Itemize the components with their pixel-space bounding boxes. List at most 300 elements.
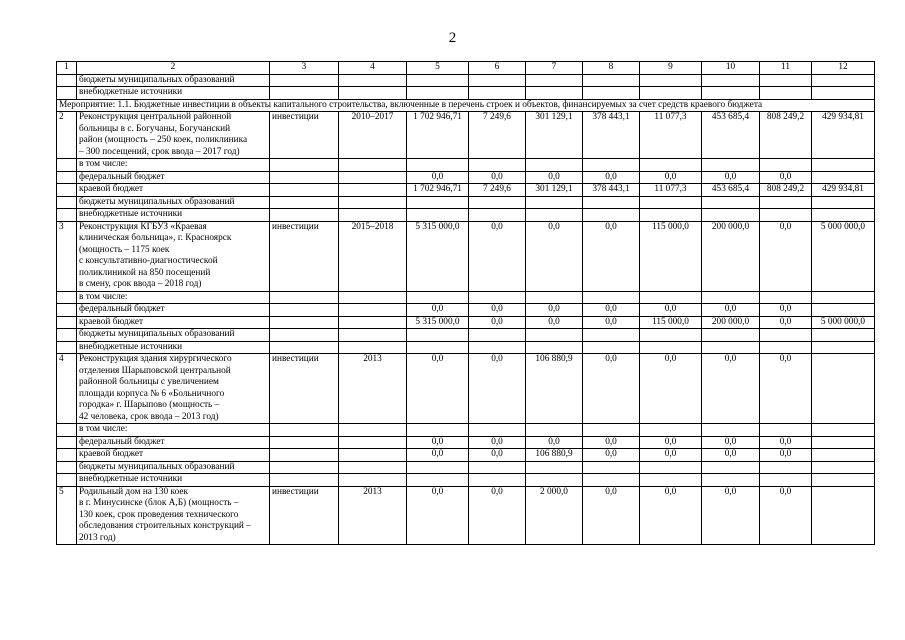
value-cell <box>583 329 640 342</box>
value-cell: 453 685,4 <box>702 112 760 159</box>
column-number-cell: 9 <box>640 62 702 75</box>
value-cell: 5 000 000,0 <box>812 221 875 291</box>
row-number-cell <box>57 171 77 184</box>
object-name-line: в смену, срок ввода – 2018 год) <box>79 279 202 289</box>
value-cell <box>640 341 702 354</box>
table-cell <box>339 159 407 172</box>
value-cell <box>640 196 702 209</box>
value-cell <box>526 209 583 222</box>
table-row <box>57 341 875 354</box>
object-name-cell <box>77 221 270 291</box>
value-cell <box>640 424 702 437</box>
object-name-line: Реконструкция КГБУЗ «Краевая <box>79 221 207 232</box>
value-cell: 0,0 <box>583 449 640 462</box>
row-number-cell <box>57 461 77 474</box>
object-name-line: 2013 год) <box>79 532 116 543</box>
value-cell <box>339 74 407 87</box>
row-number-cell <box>57 474 77 487</box>
row-number-cell <box>57 209 77 222</box>
table-cell <box>339 209 407 222</box>
value-cell: 106 880,9 <box>526 449 583 462</box>
object-name-line: (мощность – 1175 коек <box>79 244 170 255</box>
table-row <box>57 461 875 474</box>
value-cell: 0,0 <box>469 221 526 291</box>
value-cell: 0,0 <box>702 171 760 184</box>
value-cell: 0,0 <box>640 486 702 545</box>
value-cell <box>760 196 812 209</box>
table-cell <box>339 184 407 197</box>
value-cell: 200 000,0 <box>702 221 760 291</box>
value-cell <box>812 304 875 317</box>
table-row <box>57 221 875 291</box>
value-cell <box>812 341 875 354</box>
row-number-cell <box>57 196 77 209</box>
table-cell <box>270 184 339 197</box>
value-cell <box>812 449 875 462</box>
value-cell <box>812 74 875 87</box>
object-name-line: районной больницы с увеличением <box>79 377 219 387</box>
value-cell <box>760 424 812 437</box>
value-cell <box>339 87 407 100</box>
row-number-cell: 5 <box>57 486 77 545</box>
value-cell: 0,0 <box>583 354 640 424</box>
value-cell <box>812 291 875 304</box>
value-cell <box>702 74 760 87</box>
object-name-line: с консультативно-диагностической <box>79 256 218 266</box>
row-number-cell: 3 <box>57 221 77 291</box>
value-cell <box>583 341 640 354</box>
table-cell <box>339 436 407 449</box>
value-cell: 0,0 <box>760 221 812 291</box>
value-cell <box>640 159 702 172</box>
value-cell <box>702 209 760 222</box>
value-cell <box>526 474 583 487</box>
value-cell <box>469 74 526 87</box>
row-number-cell <box>57 304 77 317</box>
value-cell: 0,0 <box>640 449 702 462</box>
table-cell <box>339 341 407 354</box>
value-cell: 115 000,0 <box>640 221 702 291</box>
table-row <box>57 159 875 172</box>
value-cell <box>640 461 702 474</box>
table-cell <box>270 449 339 462</box>
value-cell: 0,0 <box>407 449 469 462</box>
value-cell <box>640 291 702 304</box>
object-name-line: 130 коек, срок проведения технического <box>79 509 239 520</box>
value-cell: 0,0 <box>526 316 583 329</box>
value-cell: 0,0 <box>702 486 760 545</box>
table-cell <box>339 449 407 462</box>
table-cell <box>270 436 339 449</box>
table-row <box>57 291 875 304</box>
value-cell: 0,0 <box>640 171 702 184</box>
value-cell <box>407 209 469 222</box>
table-cell <box>270 159 339 172</box>
value-cell <box>702 461 760 474</box>
value-cell: 0,0 <box>702 354 760 424</box>
table-row <box>57 424 875 437</box>
table-cell <box>270 461 339 474</box>
table-row <box>57 486 875 545</box>
value-cell <box>702 87 760 100</box>
value-cell <box>702 424 760 437</box>
value-cell <box>760 291 812 304</box>
row-number-cell <box>57 87 77 100</box>
table-row <box>57 87 875 100</box>
value-cell: 0,0 <box>760 171 812 184</box>
source-label-cell: бюджеты муниципальных образований <box>77 329 270 342</box>
value-cell <box>812 436 875 449</box>
value-cell <box>702 341 760 354</box>
column-number-cell: 11 <box>760 62 812 75</box>
value-cell: 115 000,0 <box>640 316 702 329</box>
object-name-line: 42 человека, срок ввода – 2013 год) <box>79 411 219 422</box>
table-row <box>57 196 875 209</box>
object-name-line: Реконструкция центральной районной <box>79 112 232 122</box>
value-cell <box>812 329 875 342</box>
value-cell <box>407 196 469 209</box>
source-label-cell: краевой бюджет <box>77 316 270 329</box>
value-cell <box>407 461 469 474</box>
row-number-cell: 2 <box>57 112 77 159</box>
table-cell <box>270 74 339 87</box>
value-cell <box>640 74 702 87</box>
value-cell <box>469 329 526 342</box>
table-cell <box>339 291 407 304</box>
row-number-cell <box>57 291 77 304</box>
source-label-cell: федеральный бюджет <box>77 304 270 317</box>
table-cell <box>270 304 339 317</box>
value-cell <box>760 474 812 487</box>
column-number-cell: 7 <box>526 62 583 75</box>
source-label-cell: бюджеты муниципальных образований <box>77 196 270 209</box>
table-cell <box>339 196 407 209</box>
row-number-cell <box>57 341 77 354</box>
table-row <box>57 316 875 329</box>
row-number-cell <box>57 184 77 197</box>
column-number-cell: 10 <box>702 62 760 75</box>
table-row <box>57 449 875 462</box>
value-cell: 0,0 <box>407 171 469 184</box>
table-row <box>57 171 875 184</box>
expense-type-cell: инвестиции <box>270 221 339 291</box>
value-cell <box>760 87 812 100</box>
table-cell <box>270 291 339 304</box>
object-name-line: район (мощность – 250 коек, поликлиника <box>79 135 248 145</box>
value-cell: 0,0 <box>583 171 640 184</box>
source-label-cell: внебюджетные источники <box>77 341 270 354</box>
value-cell: 808 249,2 <box>760 184 812 197</box>
value-cell <box>640 329 702 342</box>
page-number: 2 <box>448 30 457 46</box>
value-cell: 0,0 <box>407 354 469 424</box>
object-name-cell <box>77 354 270 424</box>
value-cell <box>760 209 812 222</box>
value-cell <box>583 209 640 222</box>
value-cell: 0,0 <box>760 486 812 545</box>
value-cell <box>469 291 526 304</box>
value-cell <box>407 159 469 172</box>
value-cell: 0,0 <box>760 304 812 317</box>
value-cell <box>469 341 526 354</box>
value-cell <box>526 461 583 474</box>
value-cell <box>526 329 583 342</box>
value-cell: 1 702 946,71 <box>407 184 469 197</box>
object-name-line: больницы в с. Богучаны, Богучанский <box>79 123 231 134</box>
value-cell <box>812 171 875 184</box>
value-cell: 0,0 <box>469 354 526 424</box>
source-label-cell: краевой бюджет <box>77 184 270 197</box>
value-cell: 0,0 <box>702 304 760 317</box>
value-cell: 0,0 <box>407 436 469 449</box>
value-cell: 0,0 <box>469 316 526 329</box>
table-row <box>57 112 875 159</box>
value-cell: 106 880,9 <box>526 354 583 424</box>
object-name-line: обследования строительных конструкций – <box>79 521 251 531</box>
value-cell: 808 249,2 <box>760 112 812 159</box>
source-label-cell: внебюджетные источники <box>77 209 270 222</box>
row-number-cell <box>57 424 77 437</box>
value-cell <box>407 341 469 354</box>
value-cell <box>469 159 526 172</box>
value-cell: 0,0 <box>760 354 812 424</box>
value-cell <box>469 474 526 487</box>
row-number-cell <box>57 329 77 342</box>
value-cell: 2 000,0 <box>526 486 583 545</box>
period-cell: 2010–2017 <box>339 112 407 159</box>
value-cell <box>526 291 583 304</box>
value-cell: 0,0 <box>760 449 812 462</box>
value-cell <box>640 209 702 222</box>
table-cell <box>270 316 339 329</box>
table-cell <box>339 329 407 342</box>
value-cell: 0,0 <box>760 436 812 449</box>
value-cell <box>702 196 760 209</box>
table-cell <box>270 196 339 209</box>
value-cell <box>812 424 875 437</box>
table-cell <box>339 474 407 487</box>
table-row <box>57 474 875 487</box>
table-cell <box>339 304 407 317</box>
value-cell: 378 443,1 <box>583 184 640 197</box>
value-cell <box>583 474 640 487</box>
table-row <box>57 304 875 317</box>
value-cell <box>812 354 875 424</box>
section-title-cell: Мероприятие: 1.1. Бюджетные инвестиции в объекты капитального строительства, включенные в перечень строек и объектов, финансируемых за счет средств краевого бюджета <box>57 99 875 112</box>
value-cell <box>526 424 583 437</box>
value-cell: 5 315 000,0 <box>407 316 469 329</box>
value-cell <box>583 196 640 209</box>
value-cell <box>407 424 469 437</box>
value-cell: 200 000,0 <box>702 316 760 329</box>
column-number-cell: 6 <box>469 62 526 75</box>
row-number-cell <box>57 316 77 329</box>
source-label-cell: в том числе: <box>77 159 270 172</box>
value-cell <box>702 291 760 304</box>
value-cell <box>812 159 875 172</box>
value-cell: 0,0 <box>407 486 469 545</box>
value-cell: 11 077,3 <box>640 184 702 197</box>
value-cell: 1 702 946,71 <box>407 112 469 159</box>
value-cell: 378 443,1 <box>583 112 640 159</box>
value-cell: 0,0 <box>526 221 583 291</box>
value-cell <box>760 461 812 474</box>
value-cell <box>760 74 812 87</box>
value-cell: 429 934,81 <box>812 112 875 159</box>
row-number-cell <box>57 159 77 172</box>
value-cell <box>583 87 640 100</box>
value-cell: 0,0 <box>702 449 760 462</box>
column-number-cell: 3 <box>270 62 339 75</box>
value-cell <box>812 461 875 474</box>
row-number-cell <box>57 449 77 462</box>
value-cell <box>583 74 640 87</box>
table-cell <box>270 87 339 100</box>
object-name-line: в г. Минусинске (блок А,Б) (мощность – <box>79 498 239 508</box>
value-cell <box>526 74 583 87</box>
source-label-cell: внебюджетные источники <box>77 87 270 100</box>
value-cell <box>583 291 640 304</box>
value-cell <box>407 87 469 100</box>
object-name-line: клиническая больница», г. Красноярск <box>79 233 232 243</box>
source-label-cell: в том числе: <box>77 424 270 437</box>
value-cell: 11 077,3 <box>640 112 702 159</box>
object-name-line: городка» г. Шарыпово (мощность – <box>79 400 220 410</box>
value-cell <box>583 159 640 172</box>
value-cell: 0,0 <box>469 436 526 449</box>
period-cell: 2013 <box>339 354 407 424</box>
source-label-cell: в том числе: <box>77 291 270 304</box>
value-cell: 0,0 <box>640 354 702 424</box>
value-cell <box>469 196 526 209</box>
value-cell: 0,0 <box>469 449 526 462</box>
value-cell <box>583 461 640 474</box>
object-name-line: Родильный дом на 130 коек <box>79 486 188 497</box>
value-cell <box>760 329 812 342</box>
value-cell: 0,0 <box>640 304 702 317</box>
value-cell <box>526 341 583 354</box>
object-name-line: – 300 посещений, срок ввода – 2017 год) <box>79 146 240 157</box>
object-name-cell <box>77 112 270 159</box>
value-cell <box>702 159 760 172</box>
value-cell: 0,0 <box>702 436 760 449</box>
value-cell: 0,0 <box>760 316 812 329</box>
table-cell <box>339 171 407 184</box>
table-row <box>57 184 875 197</box>
budget-table <box>56 61 875 545</box>
value-cell <box>583 424 640 437</box>
table-row <box>57 354 875 424</box>
value-cell <box>760 159 812 172</box>
value-cell <box>760 341 812 354</box>
value-cell <box>702 329 760 342</box>
table-row <box>57 74 875 87</box>
row-number-cell <box>57 436 77 449</box>
period-cell: 2015–2018 <box>339 221 407 291</box>
value-cell: 7 249,6 <box>469 184 526 197</box>
source-label-cell: федеральный бюджет <box>77 171 270 184</box>
section-row <box>57 99 875 112</box>
table-cell <box>270 474 339 487</box>
value-cell <box>812 486 875 545</box>
value-cell <box>469 209 526 222</box>
period-cell: 2013 <box>339 486 407 545</box>
header-row <box>57 62 875 75</box>
value-cell: 0,0 <box>469 304 526 317</box>
value-cell <box>640 87 702 100</box>
value-cell: 0,0 <box>583 304 640 317</box>
value-cell <box>469 461 526 474</box>
column-number-cell: 12 <box>812 62 875 75</box>
table-cell <box>270 171 339 184</box>
value-cell <box>407 474 469 487</box>
value-cell: 0,0 <box>526 304 583 317</box>
table-cell <box>270 341 339 354</box>
value-cell: 0,0 <box>583 221 640 291</box>
column-number-cell: 4 <box>339 62 407 75</box>
source-label-cell: внебюджетные источники <box>77 474 270 487</box>
value-cell: 0,0 <box>469 171 526 184</box>
value-cell: 0,0 <box>526 171 583 184</box>
value-cell <box>526 196 583 209</box>
column-number-cell: 8 <box>583 62 640 75</box>
value-cell <box>526 87 583 100</box>
source-label-cell: федеральный бюджет <box>77 436 270 449</box>
value-cell: 7 249,6 <box>469 112 526 159</box>
object-name-line: отделения Шарыповской центральной <box>79 365 231 376</box>
expense-type-cell: инвестиции <box>270 354 339 424</box>
value-cell <box>469 424 526 437</box>
object-name-line: площади корпуса № 6 «Больничного <box>79 388 225 399</box>
object-name-line: поликлиникой на 850 посещений <box>79 267 211 278</box>
value-cell: 0,0 <box>583 436 640 449</box>
row-number-cell <box>57 74 77 87</box>
value-cell <box>812 209 875 222</box>
object-name-line: Реконструкция здания хирургического <box>79 354 232 364</box>
value-cell: 453 685,4 <box>702 184 760 197</box>
table-cell <box>270 209 339 222</box>
table-row <box>57 209 875 222</box>
value-cell: 5 000 000,0 <box>812 316 875 329</box>
source-label-cell: краевой бюджет <box>77 449 270 462</box>
expense-type-cell: инвестиции <box>270 112 339 159</box>
value-cell <box>526 159 583 172</box>
value-cell: 0,0 <box>469 486 526 545</box>
column-number-cell: 5 <box>407 62 469 75</box>
source-label-cell: бюджеты муниципальных образований <box>77 461 270 474</box>
column-number-cell: 2 <box>77 62 270 75</box>
value-cell: 301 129,1 <box>526 112 583 159</box>
table-row <box>57 436 875 449</box>
value-cell: 0,0 <box>526 436 583 449</box>
source-label-cell: бюджеты муниципальных образований <box>77 74 270 87</box>
value-cell: 429 934,81 <box>812 184 875 197</box>
table-row <box>57 329 875 342</box>
value-cell: 0,0 <box>583 486 640 545</box>
column-number-cell: 1 <box>57 62 77 75</box>
expense-type-cell: инвестиции <box>270 486 339 545</box>
table-cell <box>339 461 407 474</box>
value-cell <box>469 87 526 100</box>
value-cell <box>640 474 702 487</box>
value-cell: 0,0 <box>640 436 702 449</box>
value-cell: 301 129,1 <box>526 184 583 197</box>
value-cell <box>407 74 469 87</box>
value-cell: 0,0 <box>583 316 640 329</box>
table-cell <box>339 316 407 329</box>
value-cell <box>702 474 760 487</box>
value-cell: 0,0 <box>407 304 469 317</box>
